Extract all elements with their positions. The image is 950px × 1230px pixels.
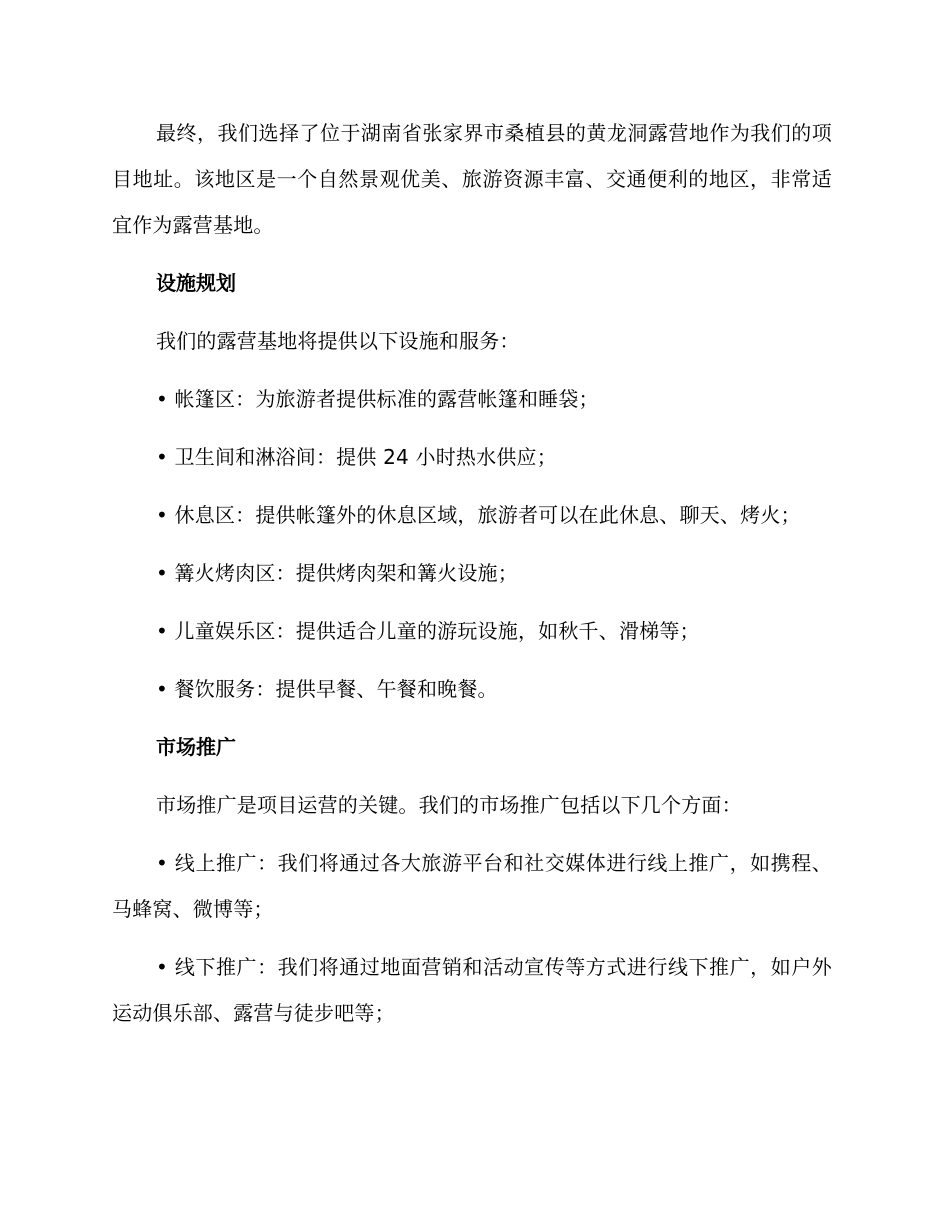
facility-item-bbq: • 篝火烤肉区：提供烤肉架和篝火设施； [156,561,518,585]
marketing-intro: 市场推广是项目运营的关键。我们的市场推广包括以下几个方面： [156,793,742,817]
location-paragraph: 最终，我们选择了位于湖南省张家界市桑植县的黄龙洞露营地作为我们的项目地址。该地区是一个自然景观优美、旅游资源丰富、交通便利的地区，非常适宜作为露营基地。 [112,121,832,237]
marketing-item-offline: • 线下推广：我们将通过地面营销和活动宣传等方式进行线下推广，如户外运动俱乐部、露营与徒步吧等； [112,955,832,1025]
facilities-intro: 我们的露营基地将提供以下设施和服务： [156,329,520,353]
facility-item-kids: • 儿童娱乐区：提供适合儿童的游玩设施，如秋千、滑梯等； [156,619,700,643]
facility-item-restroom: • 卫生间和淋浴间：提供 24 小时热水供应； [156,445,557,469]
marketing-heading: 市场推广 [156,735,236,759]
facility-item-dining: • 餐饮服务：提供早餐、午餐和晚餐。 [156,677,498,701]
marketing-item-online: • 线上推广：我们将通过各大旅游平台和社交媒体进行线上推广，如携程、马蜂窝、微博等； [112,851,832,921]
document-page [112,110,832,1036]
facilities-heading: 设施规划 [156,271,236,295]
facility-item-rest-area: • 休息区：提供帐篷外的休息区域，旅游者可以在此休息、聊天、烤火； [156,503,801,527]
facility-item-tent: • 帐篷区：为旅游者提供标准的露营帐篷和睡袋； [156,387,599,411]
